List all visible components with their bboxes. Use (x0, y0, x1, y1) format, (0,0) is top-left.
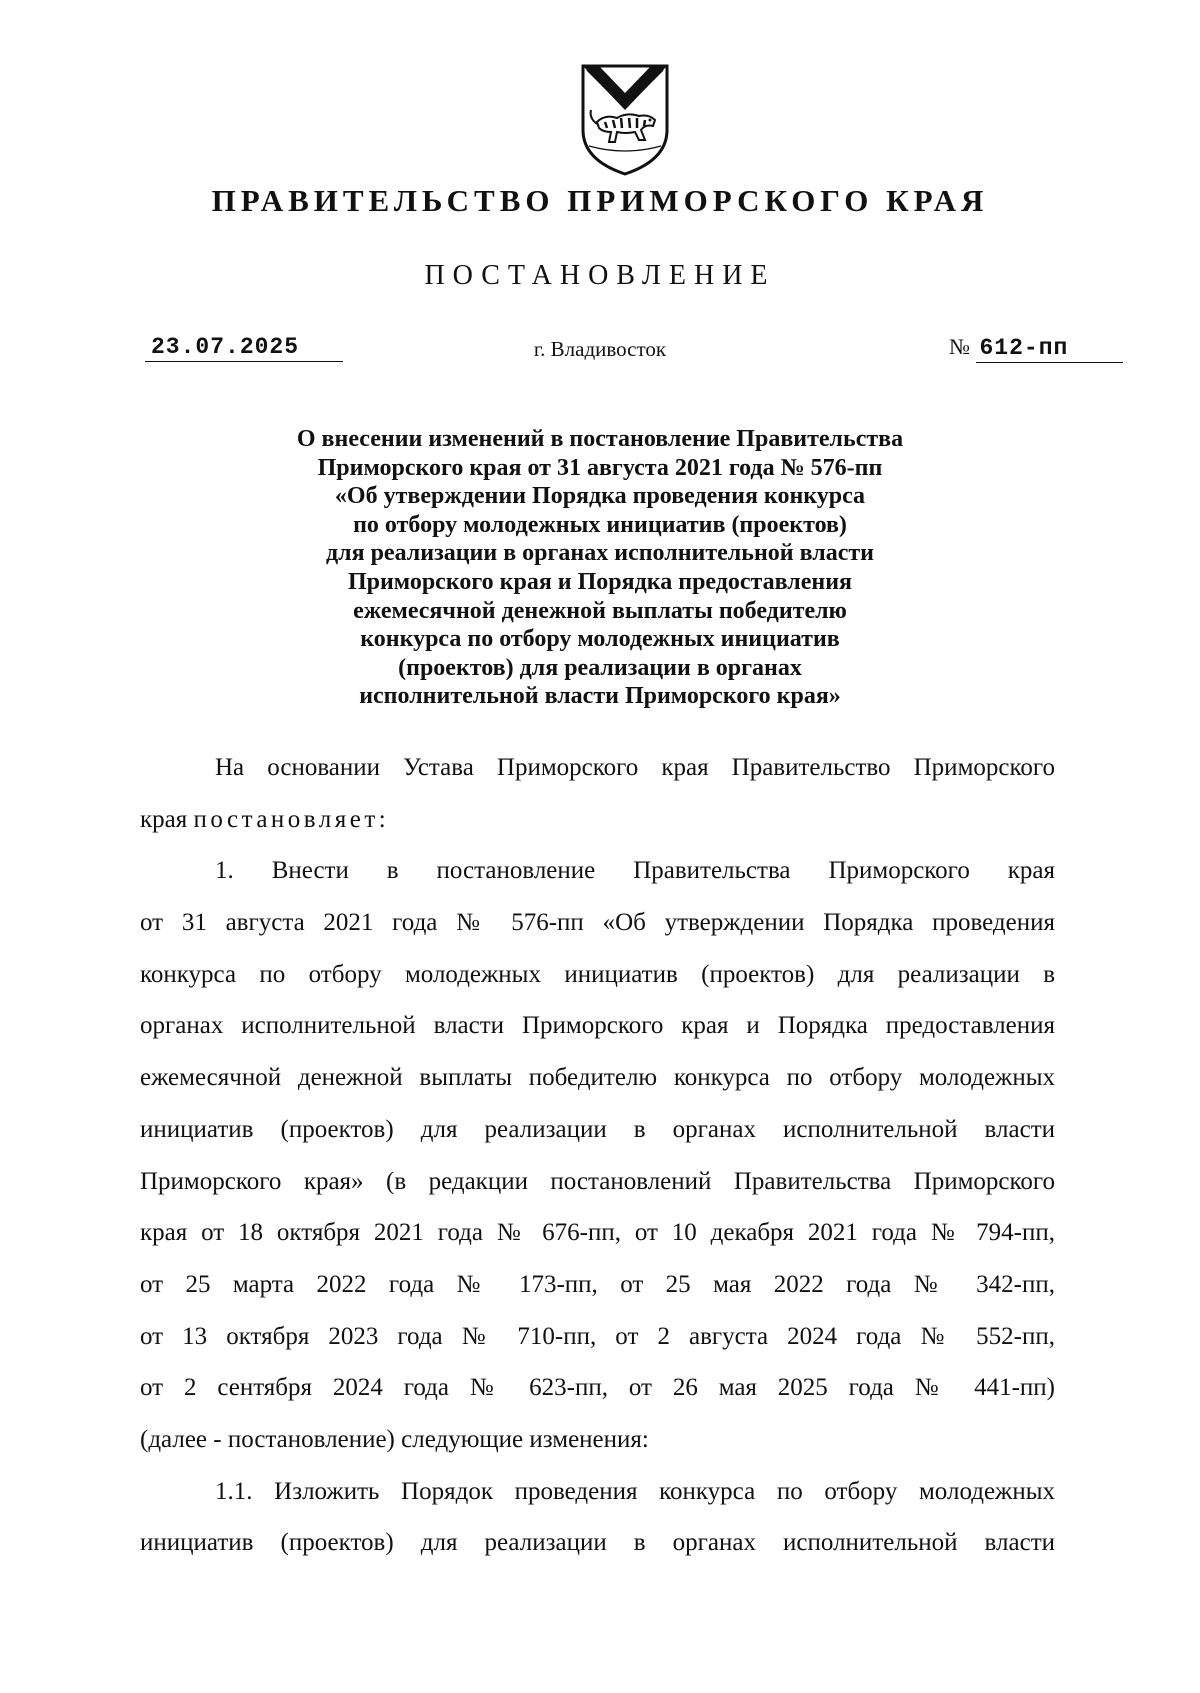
body-line: 1. Внести в постановление Правительства Приморского края (215, 857, 1055, 885)
body-line: (далее - постановление) следующие изменения: (140, 1425, 649, 1453)
document-date: 23.07.2025 (145, 333, 343, 362)
body-line: от 13 октября 2023 года № 710-пп, от 2 августа 2024 года № 552-пп, (140, 1322, 1055, 1350)
body-line: края от 18 октября 2021 года № 676-пп, от 10 декабря 2021 года № 794-пп, (140, 1219, 1055, 1247)
body-line: органах исполнительной власти Приморского края и Порядка предоставления (140, 1012, 1055, 1040)
heading-line: ежемесячной денежной выплаты победителю (353, 597, 847, 624)
body-line: от 25 марта 2022 года № 173-пп, от 25 мая 2022 года № 342-пп, (140, 1270, 1055, 1298)
heading-line: Приморского края от 31 августа 2021 года № 576-пп (317, 454, 883, 481)
body-line: 1.1. Изложить Порядок проведения конкурса по отбору молодежных (215, 1477, 1055, 1505)
primorsky-krai-coat-of-arms-icon (575, 60, 675, 180)
body-line: Приморского края» (в редакции постановлений Правительства Приморского (140, 1167, 1055, 1195)
heading-line: (проектов) для реализации в органах (398, 654, 802, 681)
number-sign: № (949, 334, 970, 359)
body-line: конкурса по отбору молодежных инициатив (проектов) для реализации в (140, 960, 1055, 988)
body-text-spaced: постановляет: (193, 805, 390, 833)
heading-line: Приморского края и Порядка предоставления (347, 568, 853, 595)
document-heading (200, 425, 1000, 711)
government-title: ПРАВИТЕЛЬСТВО ПРИМОРСКОГО КРАЯ (211, 183, 989, 218)
number-value: 612-пп (976, 334, 1123, 363)
body-line: инициатив (проектов) для реализации в органах исполнительной власти (140, 1529, 1055, 1557)
heading-line: конкурса по отбору молодежных инициатив (360, 626, 840, 653)
heading-line: О внесении изменений в постановление Правительства (296, 426, 904, 452)
heading-line: по отбору молодежных инициатив (проектов) (353, 511, 847, 538)
body-line: от 31 августа 2021 года № 576-пп «Об утверждении Порядка проведения (140, 909, 1055, 937)
document-number (949, 333, 1123, 363)
document-body (140, 742, 1055, 1569)
body-line: от 2 сентября 2024 года № 623-пп, от 26 мая 2025 года № 441-пп) (140, 1374, 1055, 1402)
document-type: ПОСТАНОВЛЕНИЕ (424, 260, 776, 291)
heading-line: для реализации в органах исполнительной власти (325, 540, 874, 567)
body-line: ежемесячной денежной выплаты победителю конкурса по отбору молодежных (140, 1064, 1055, 1092)
heading-line: «Об утверждении Порядка проведения конкурса (334, 483, 866, 510)
body-line: На основании Устава Приморского края Правительство Приморского (215, 754, 1055, 781)
body-line (140, 794, 1055, 846)
heading-line: исполнительной власти Приморского края» (359, 683, 841, 710)
body-text: края (140, 805, 194, 833)
body-line: инициатив (проектов) для реализации в органах исполнительной власти (140, 1115, 1055, 1143)
document-city: г. Владивосток (533, 337, 667, 361)
